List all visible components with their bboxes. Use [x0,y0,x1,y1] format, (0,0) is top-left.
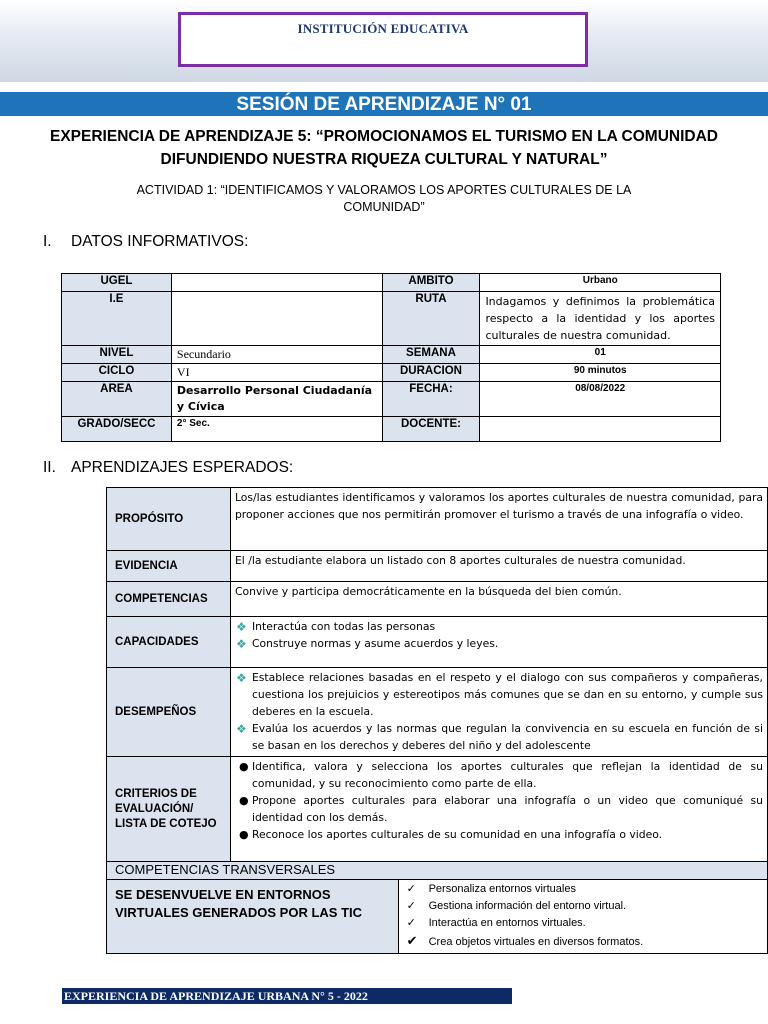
list-item [407,898,759,915]
list-item [407,881,759,898]
bullet-dot-icon: ● [238,760,249,773]
ugel-label: UGEL [62,274,172,292]
capacidad-text: Interactúa con todas las personas [251,620,436,633]
area-value: Desarrollo Personal Ciudadanía y Cívica [171,382,382,417]
desempenos-label: DESEMPEÑOS [107,668,231,757]
ciclo-label: CICLO [62,364,172,382]
docente-label: DOCENTE: [382,417,480,442]
criterio-text: Reconoce los aportes culturales de su comunidad en una infografía o video. [251,828,663,841]
diamond-bullet-icon: ❖ [235,671,247,685]
list-item [235,758,763,792]
section-heading-datos [43,232,248,252]
fecha-label: FECHA: [382,382,480,417]
table-row [107,862,768,880]
table-row [107,757,768,862]
section-title: APRENDIZAJES ESPERADOS: [71,459,294,476]
fecha-value: 08/08/2022 [480,382,721,417]
area-label: AREA [62,382,172,417]
ruta-label: RUTA [382,292,480,346]
docente-value [480,417,721,442]
desempeno-text: Evalúa los acuerdos y las normas que regulan la convivencia en su escuela en función de si se basan en los derechos y deberes del niño y del adolescente [251,722,763,752]
list-item [235,635,763,652]
section-number: I. [43,233,52,250]
table-row [62,346,721,364]
checkmark-icon: ✔ [406,933,418,948]
proposito-text: Los/las estudiantes identificamos y valoramos los aportes culturales de nuestra comunidad, para proponer acciones que nos permitirán promover el turismo a través de una infografía o video. [230,488,767,551]
activity-title-line2: COMUNIDAD” [343,200,425,214]
list-item [235,826,763,843]
section-number: II. [43,459,56,476]
desempenos-list [235,669,763,754]
ciclo-value: VI [171,364,382,382]
list-item [235,792,763,826]
competencias-label: COMPETENCIAS [107,582,231,617]
list-item [235,669,763,720]
grado-value: 2° Sec. [171,417,382,442]
diamond-bullet-icon: ❖ [235,722,247,736]
institution-title: INSTITUCIÓN EDUCATIVA [297,21,469,36]
ruta-value: Indagamos y definimos la problemática respecto a la identidad y los aportes culturales de nuestra comunidad. [480,292,721,346]
duracion-value: 90 minutos [480,364,721,382]
checkmark-icon: ✓ [406,900,416,912]
table-row [62,417,721,442]
table-row [107,617,768,668]
list-item [235,618,763,635]
list-item [235,720,763,754]
semana-value: 01 [480,346,721,364]
table-row [107,582,768,617]
session-title-bar: SESIÓN DE APRENDIZAJE N° 01 [0,92,768,116]
tic-item-text: Personaliza entornos virtuales [428,883,576,895]
evidencia-text: El /la estudiante elabora un listado con 8 aportes culturales de nuestra comunidad. [230,551,767,582]
tic-competency-label: SE DESENVUELVE EN ENTORNOS VIRTUALES GENERADOS POR LAS TIC [107,880,399,954]
diamond-bullet-icon: ❖ [235,620,247,634]
bullet-dot-icon: ● [238,794,249,807]
footer-bar: EXPERIENCIA DE APRENDIZAJE URBANA N° 5 - 2022 [62,988,512,1004]
capacidades-label: CAPACIDADES [107,617,231,668]
evidencia-label: EVIDENCIA [107,551,231,582]
criterio-text: Propone aportes culturales para elaborar una infografía o un video que comuniqué su identidad con los demás. [251,794,763,824]
experience-title-line1: EXPERIENCIA DE APRENDIZAJE 5: “PROMOCIONAMOS EL TURISMO EN LA COMUNIDAD [50,128,718,145]
diamond-bullet-icon: ❖ [235,637,247,651]
capacidades-list [235,618,763,652]
competencias-text: Convive y participa democráticamente en la búsqueda del bien común. [230,582,767,617]
nivel-value: Secundario [171,346,382,364]
tic-item-text: Gestiona información del entorno virtual. [428,900,627,912]
aprendizajes-table [106,487,768,954]
table-row [107,668,768,757]
criterios-cell [230,757,767,862]
bullet-dot-icon: ● [238,828,249,841]
tic-capacities-cell [398,880,767,954]
table-row [107,551,768,582]
duracion-label: DURACION [382,364,480,382]
criterio-text: Identifica, valora y selecciona los aportes culturales que reflejan la identidad de su comunidad, y su reconocimiento como parte de ella. [251,760,763,790]
desempenos-cell [230,668,767,757]
list-item [407,932,759,951]
capacidades-cell [230,617,767,668]
desempeno-text: Establece relaciones basadas en el respeto y el dialogo con sus compañeros y compañeras, cuestiona los prejuicios y estereotipos más comunes que se dan en su entorno, y cumple sus deberes en la escuela. [251,671,763,718]
activity-title-line1: ACTIVIDAD 1: “IDENTIFICAMOS Y VALORAMOS LOS APORTES CULTURALES DE LA [136,183,632,197]
datos-informativos-table [61,273,721,442]
experience-title-line2: DIFUNDIENDO NUESTRA RIQUEZA CULTURAL Y NATURAL” [160,151,608,168]
table-row [62,382,721,417]
capacidad-text: Construye normas y asume acuerdos y leyes. [251,637,499,650]
criterios-label: CRITERIOS DE EVALUACIÓN/ LISTA DE COTEJO [107,757,231,862]
tic-item-text: Crea objetos virtuales en diversos formatos. [428,936,644,948]
criterios-list [235,758,763,843]
nivel-label: NIVEL [62,346,172,364]
institution-box [178,12,588,67]
competencias-transversales-label: COMPETENCIAS TRANSVERSALES [107,862,768,880]
ie-label: I.E [62,292,172,346]
grado-label: GRADO/SECC [62,417,172,442]
tic-item-text: Interactúa en entornos virtuales. [428,917,586,929]
ugel-value [171,274,382,292]
table-row [62,364,721,382]
table-row [62,274,721,292]
semana-label: SEMANA [382,346,480,364]
section-title: DATOS INFORMATIVOS: [71,233,249,250]
ambito-label: AMBITO [382,274,480,292]
section-heading-aprendizajes [43,458,293,478]
checkmark-icon: ✓ [406,917,416,929]
table-row [62,292,721,346]
checkmark-icon: ✓ [406,883,416,895]
table-row [107,880,768,954]
proposito-label: PROPÓSITO [107,488,231,551]
ie-value [171,292,382,346]
table-row [107,488,768,551]
ambito-value: Urbano [480,274,721,292]
list-item [407,915,759,932]
